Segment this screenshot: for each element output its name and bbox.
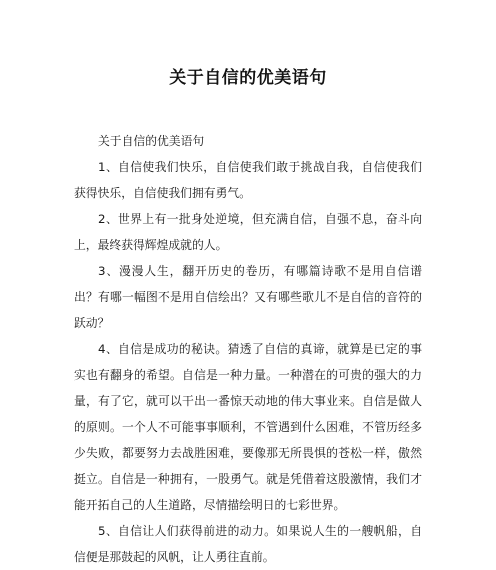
document-title: 关于自信的优美语句	[169, 68, 327, 88]
paragraph-4: 4、自信是成功的秘诀。猜透了自信的真谛，就算是已定的事实也有翻身的希望。自信是一种力量。一种潜在的可贵的强大的力量，有了它，就可以干出一番惊天动地的伟大事业来。自信是做人的原则。一个人不可能事事顺利，不管遇到什么困难，不管历经多少失败，都要努力去战胜困难，要像那无所畏惧的苍松一样，傲然挺立。自信是一种拥有，一股勇气。就是凭借着这股激情，我们才能开拓自己的人生道路，尽情描绘明日的七彩世界。	[74, 342, 422, 512]
paragraph-5: 5、自信让人们获得前进的动力。如果说人生的一艘帆船，自信便是那鼓起的风帆，让人勇往直前。	[74, 524, 422, 564]
paragraph-1: 1、自信使我们快乐，自信使我们敢于挑战自我，自信使我们获得快乐，自信使我们拥有勇气。	[74, 160, 422, 200]
paragraph-3: 3、漫漫人生，翻开历史的卷历，有哪篇诗歌不是用自信谱出？有哪一幅图不是用自信绘出？又有哪些歌儿不是自信的音符的跃动？	[74, 264, 422, 330]
document-body	[74, 128, 422, 570]
paragraph-2: 2、世界上有一批身处逆境，但充满自信，自强不息，奋斗向上，最终获得辉煌成就的人。	[74, 212, 422, 252]
document-subtitle: 关于自信的优美语句	[98, 134, 205, 148]
